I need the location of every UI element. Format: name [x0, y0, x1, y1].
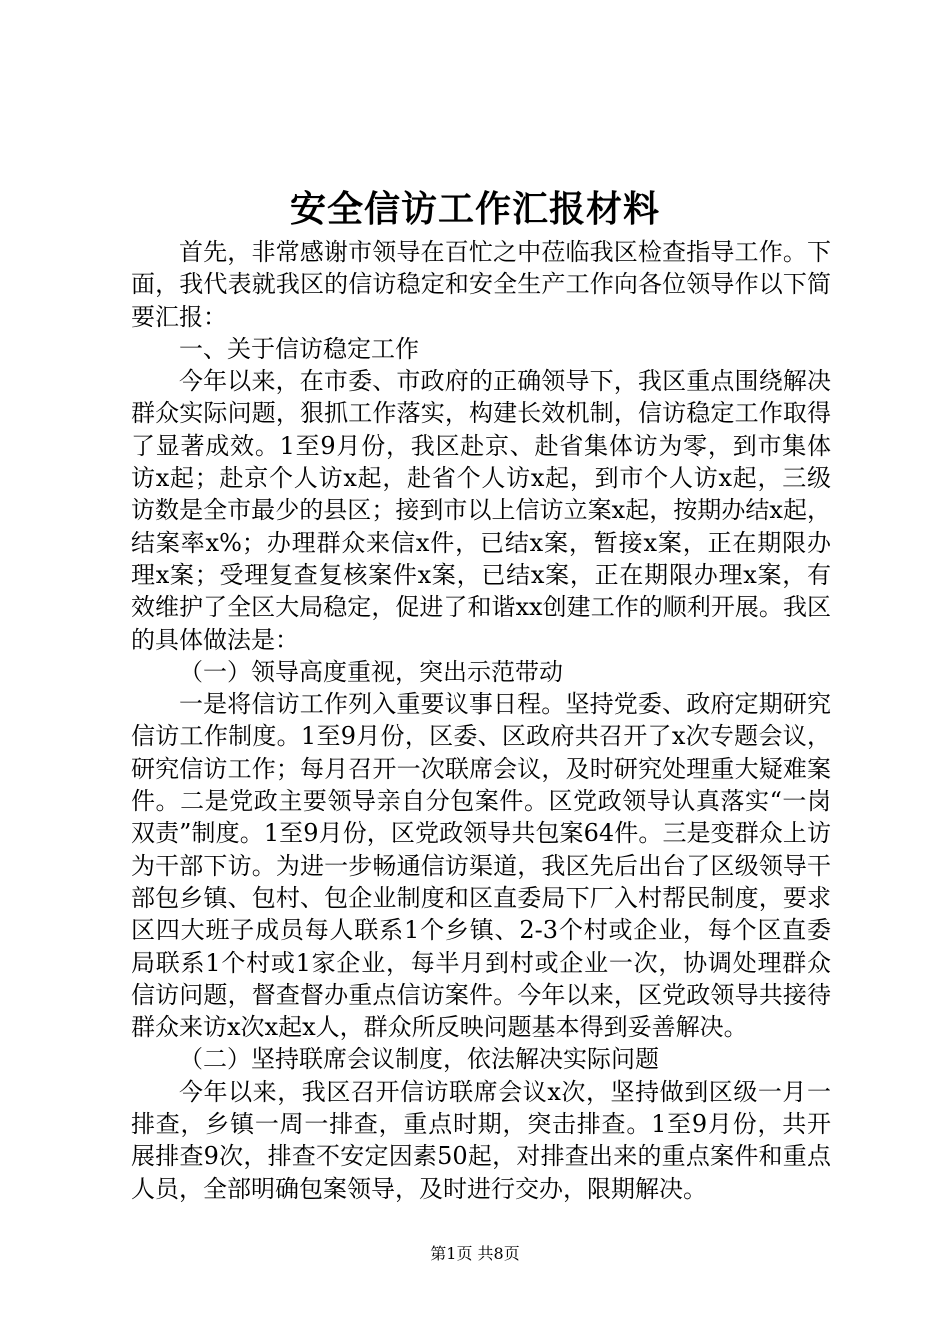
document-title: 安全信访工作汇报材料 — [289, 188, 660, 230]
subsection-heading-2: （二）坚持联席会议制度，依法解决实际问题 — [179, 1045, 659, 1074]
paragraph-intro: 首先，非常感谢市领导在百忙之中莅临我区检查指导工作。下面，我代表就我区的信访稳定和安全生产工作向各位领导作以下简要汇报： — [131, 238, 831, 331]
paragraph-joint-meeting: 今年以来，我区召开信访联席会议x次，坚持做到区级一月一排查，乡镇一周一排查，重点时期，突击排查。1至9月份，共开展排查9次，排查不安定因素50起，对排查出来的重点案件和重点人员，全部明确包案领导，及时进行交办，限期解决。 — [131, 1077, 831, 1203]
document-body — [131, 236, 831, 1205]
subsection-heading-1: （一）领导高度重视，突出示范带动 — [179, 657, 563, 686]
paragraph-overview: 今年以来，在市委、市政府的正确领导下，我区重点围绕解决群众实际问题，狠抓工作落实，构建长效机制，信访稳定工作取得了显著成效。1至9月份，我区赴京、赴省集体访为零，到市集体访x起；赴京个人访x起，赴省个人访x起，到市个人访x起，三级访数是全市最少的县区；接到市以上信访立案x起，按期办结x起，结案率x%；办理群众来信x件，已结x案，暂接x案，正在期限办理x案；受理复查复核案件x案，已结x案，正在期限办理x案，有效维护了全区大局稳定，促进了和谐xx创建工作的顺利开展。我区的具体做法是： — [131, 367, 831, 654]
section-heading-1: 一、关于信访稳定工作 — [179, 334, 419, 363]
paragraph-leadership: 一是将信访工作列入重要议事日程。坚持党委、政府定期研究信访工作制度。1至9月份，区委、区政府共召开了x次专题会议，研究信访工作；每月召开一次联席会议，及时研究处理重大疑难案件。二是党政主要领导亲自分包案件。区党政领导认真落实“一岗双责”制度。1至9月份，区党政领导共包案64件。三是变群众上访为干部下访。为进一步畅通信访渠道，我区先后出台了区级领导干部包乡镇、包村、包企业制度和区直委局下厂入村帮民制度，要求区四大班子成员每人联系1个乡镇、2-3个村或企业，每个区直委局联系1个村或1家企业，每半月到村或企业一次，协调处理群众信访问题，督查督办重点信访案件。今年以来，区党政领导共接待群众来访x次x起x人，群众所反映问题基本得到妥善解决。 — [131, 690, 831, 1042]
page-footer: 第1页 共8页 — [430, 1244, 520, 1263]
